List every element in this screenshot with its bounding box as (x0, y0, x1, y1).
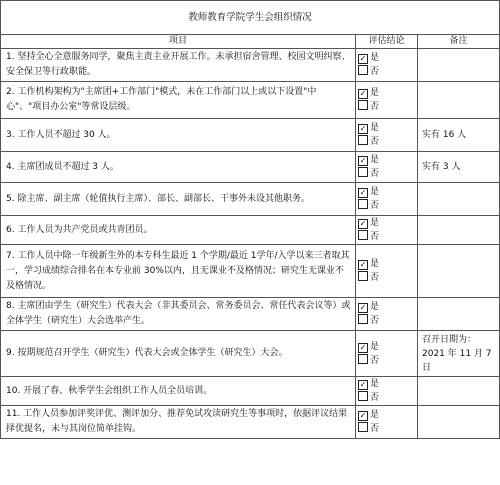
option-no (358, 199, 415, 213)
option-no (358, 314, 415, 328)
item-text: 8. 主席团由学生（研究生）代表大会（非其委员会、常务委员会、常任代表会议等）或全体学生（研究生）大会选举产生。 (1, 298, 356, 331)
checkbox-no[interactable] (358, 422, 368, 432)
option-no-label: 否 (370, 424, 380, 434)
assessment-table-body (1, 1, 500, 439)
option-yes-label: 是 (370, 379, 380, 389)
header-item: 项目 (1, 35, 356, 49)
table-row (1, 245, 500, 298)
option-no-label: 否 (370, 273, 380, 283)
remark-text (418, 377, 500, 406)
evaluation-cell (356, 119, 418, 152)
evaluation-cell (356, 152, 418, 183)
option-yes (358, 340, 415, 354)
remark-text: 实有 3 人 (418, 152, 500, 183)
option-yes (358, 257, 415, 271)
remark-text: 实有 16 人 (418, 119, 500, 152)
option-yes-label: 是 (370, 53, 380, 63)
option-no (358, 271, 415, 285)
remark-text (418, 82, 500, 119)
option-yes (358, 377, 415, 391)
option-yes-label: 是 (370, 123, 380, 133)
checkbox-yes[interactable]: ✓ (359, 124, 367, 133)
option-no (358, 230, 415, 244)
checkbox-yes[interactable]: ✓ (359, 411, 367, 420)
table-title: 教师教育学院学生会组织情况 (1, 1, 500, 35)
evaluation-cell (356, 245, 418, 298)
remark-text (418, 406, 500, 439)
remark-text (418, 216, 500, 245)
checkbox-yes[interactable]: ✓ (359, 188, 367, 197)
checkbox-yes[interactable]: ✓ (359, 342, 367, 352)
option-no (358, 354, 415, 368)
option-yes (358, 185, 415, 199)
item-text: 3. 工作人员不超过 30 人。 (1, 119, 356, 152)
checkbox-yes[interactable]: ✓ (359, 380, 367, 389)
checkbox-no[interactable] (358, 271, 368, 281)
option-yes (358, 408, 415, 422)
item-text: 11. 工作人员参加评奖评优、测评加分、推荐免试攻读研究生等事项时，依据评议结果择优提名，未与其岗位简单挂钩。 (1, 406, 356, 439)
item-text: 9. 按期规范召开学生（研究生）代表大会或全体学生（研究生）大会。 (1, 331, 356, 377)
option-no-label: 否 (370, 201, 380, 211)
table-row (1, 183, 500, 216)
evaluation-cell (356, 49, 418, 82)
checkbox-no[interactable] (358, 230, 368, 240)
option-yes (358, 121, 415, 135)
option-no (358, 135, 415, 149)
remark-text (418, 49, 500, 82)
checkbox-no[interactable] (358, 199, 368, 209)
option-yes-label: 是 (370, 410, 380, 420)
option-yes (358, 153, 415, 167)
remark-text (418, 183, 500, 216)
option-no (358, 167, 415, 181)
evaluation-cell (356, 82, 418, 119)
header-remarks: 备注 (418, 35, 500, 49)
table-row (1, 49, 500, 82)
checkbox-yes[interactable]: ✓ (359, 54, 367, 63)
title-row (1, 1, 500, 35)
item-text: 1. 坚持全心全意服务同学，聚焦主责主业开展工作。未承担宿舍管理、校园文明纠察、安全保卫等行政职能。 (1, 49, 356, 82)
item-text: 2. 工作机构架构为"主席团+工作部门"模式，未在工作部门以上或以下设置"中心"、"项目办公室"等常设层级。 (1, 82, 356, 119)
header-row (1, 35, 500, 49)
checkbox-yes[interactable]: ✓ (359, 219, 367, 228)
checkbox-no[interactable] (358, 100, 368, 110)
checkbox-yes[interactable]: ✓ (359, 260, 367, 269)
option-no (358, 391, 415, 405)
item-text: 10. 开展了春、秋季学生会组织工作人员全员培训。 (1, 377, 356, 406)
item-text: 7. 工作人员中除一年级新生外的本专科生最近 1 个学期/最近 1学年/入学以来三者取其一，学习成绩综合排名在本专业前 30%以内，且无课业不及格情况；研究生无课业不及格情况。 (1, 245, 356, 298)
item-text: 4. 主席团成员不超过 3 人。 (1, 152, 356, 183)
table-row (1, 152, 500, 183)
option-no-label: 否 (370, 169, 380, 179)
option-no (358, 422, 415, 436)
item-text: 5. 除主席、副主席（轮值执行主席）、部长、副部长、干事外未设其他职务。 (1, 183, 356, 216)
option-yes-label: 是 (370, 187, 380, 197)
item-text: 6. 工作人员为共产党员或共青团员。 (1, 216, 356, 245)
evaluation-cell (356, 216, 418, 245)
option-yes (358, 86, 415, 100)
option-no-label: 否 (370, 232, 380, 242)
checkbox-no[interactable] (358, 65, 368, 75)
evaluation-cell (356, 406, 418, 439)
checkbox-yes[interactable]: ✓ (359, 89, 367, 98)
table-row (1, 82, 500, 119)
option-yes-label: 是 (370, 88, 380, 98)
table-row (1, 377, 500, 406)
evaluation-cell (356, 298, 418, 331)
checkbox-no[interactable] (358, 391, 368, 401)
checkbox-no[interactable] (358, 135, 368, 145)
remark-text: 召开日期为：2021 年 11 月 7 日 (418, 331, 500, 377)
option-no-label: 否 (370, 316, 380, 326)
table-row (1, 331, 500, 377)
option-no-label: 否 (370, 102, 380, 112)
option-yes-label: 是 (370, 302, 380, 312)
checkbox-no[interactable] (358, 167, 368, 177)
evaluation-cell (356, 377, 418, 406)
option-no-label: 否 (370, 355, 380, 366)
option-yes-label: 是 (370, 155, 380, 165)
checkbox-no[interactable] (358, 354, 368, 364)
evaluation-cell (356, 183, 418, 216)
remark-text (418, 298, 500, 331)
table-row (1, 216, 500, 245)
option-no-label: 否 (370, 393, 380, 403)
option-no-label: 否 (370, 67, 380, 77)
option-yes (358, 216, 415, 230)
header-evaluation: 评估结论 (356, 35, 418, 49)
option-no-label: 否 (370, 137, 380, 147)
table-row (1, 406, 500, 439)
option-yes (358, 300, 415, 314)
remark-text (418, 245, 500, 298)
checkbox-yes[interactable]: ✓ (359, 156, 367, 165)
checkbox-no[interactable] (358, 314, 368, 324)
option-no (358, 65, 415, 79)
option-yes-label: 是 (370, 218, 380, 228)
option-yes (358, 51, 415, 65)
option-yes-label: 是 (370, 259, 380, 269)
evaluation-cell (356, 331, 418, 377)
checkbox-yes[interactable]: ✓ (359, 303, 367, 312)
table-row (1, 298, 500, 331)
option-yes-label: 是 (370, 341, 380, 352)
table-row (1, 119, 500, 152)
option-no (358, 100, 415, 114)
